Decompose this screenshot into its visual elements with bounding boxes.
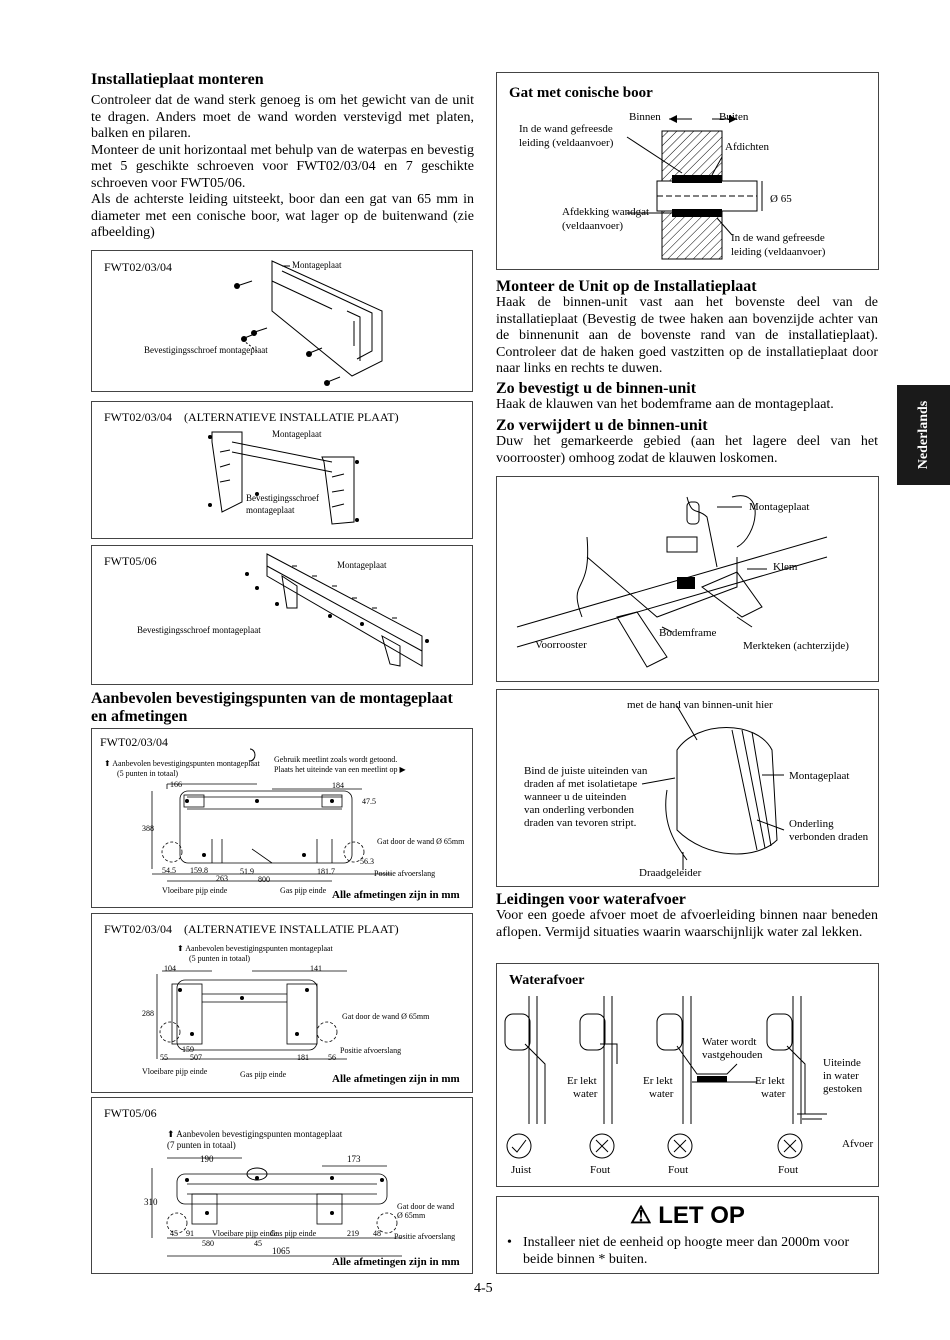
caution-box (496, 1196, 879, 1274)
diameter-label: Ø 65 (770, 193, 792, 205)
dimension-drawing-1 (92, 729, 472, 907)
install-paragraph-1: Controleer dat de wand sterk genoeg is om het gewicht van de unit te dragen. Anders moet de wand worden verstevigd met platen, balken en pilaren. (91, 93, 474, 141)
drain-label: Afvoer (842, 1138, 874, 1150)
fix-unit-text: Haak de klauwen van het bodemframe aan de montageplaat. (496, 397, 834, 412)
wall-pipe-label-3: In de wand gefreesde (731, 232, 825, 244)
pipe-end-label-2: in water (823, 1070, 859, 1082)
dim-value: 263 (216, 874, 228, 883)
drill-figure-title: Gat met conische boor (509, 85, 653, 101)
seal-label: Afdichten (725, 141, 769, 153)
dim-value: 159 (182, 1045, 194, 1054)
dim-value: 51.9 (240, 867, 254, 876)
caution-heading (497, 1201, 878, 1230)
dim-value: 288 (142, 1009, 154, 1018)
leak-label-2b: water (649, 1088, 674, 1100)
wall-hole-label: Gat door de wand (397, 1202, 455, 1211)
leak-label-1b: water (573, 1088, 598, 1100)
dim-value: 45 (170, 1229, 178, 1238)
plate-label: Montageplaat (272, 429, 322, 439)
wrong-label-3: Fout (778, 1164, 799, 1176)
screw-label: Bevestigingsschroef montageplaat (144, 345, 268, 355)
plate-label: Montageplaat (337, 560, 387, 570)
dim-value: 181 (297, 1053, 309, 1062)
screw-label: Bevestigingsschroef montageplaat (137, 625, 261, 635)
fixing-points-count: (7 punten in totaal) (167, 1140, 236, 1150)
bottom-frame-label: Bodemframe (659, 627, 717, 639)
caution-title: LET OP (658, 1202, 745, 1229)
page-number: 4-5 (474, 1281, 493, 1296)
fixing-points-note: ⬆ Aanbevolen bevestigingspunten montageplaat (167, 1129, 343, 1139)
screw-label-1: Bevestigingsschroef (246, 493, 319, 503)
plate-label: Montageplaat (292, 260, 342, 270)
liquid-pipe-label: Vloeibare pijp einde (212, 1229, 278, 1238)
dim-value: 800 (258, 875, 270, 884)
drain-position-label: Positie afvoerslang (394, 1232, 456, 1241)
drain-figure-title: Waterafvoer (509, 973, 585, 988)
remove-unit-text: Duw het gemarkeerde gebied (aan het lagere deel van het voorrooster) omhoog zodat de klauwen loskomen. (496, 434, 878, 466)
gas-pipe-label: Gas pijp einde (280, 886, 327, 895)
drain-cases-drawing (497, 964, 878, 1186)
leak-label-1: Er lekt (567, 1075, 597, 1087)
all-in-mm-note: Alle afmetingen zijn in mm (332, 1073, 460, 1085)
tape-note-2-text: Plaats het uiteinde van een meetlint op (274, 765, 398, 774)
figure-model-label: FWT02/03/04 (104, 260, 172, 274)
fixing-points-title-line1: Aanbevolen bevestigingspunten van de montageplaat (91, 690, 453, 707)
dim-value: 159.8 (190, 866, 208, 875)
wall-hole-label: Gat door de wand Ø 65mm (377, 837, 465, 846)
wire-note-2: draden af met isolatietape (524, 778, 638, 790)
hole-cover-label-1: Afdekking wandgat (562, 206, 650, 218)
fixing-points-count: (5 punten in totaal) (189, 954, 251, 963)
plate-label: Montageplaat (789, 770, 850, 782)
long-plate-drawing (92, 546, 472, 684)
front-grille-label: Voorrooster (535, 639, 587, 651)
dim-value: 56.3 (360, 857, 374, 866)
dim-value: 310 (144, 1197, 158, 1207)
dim-value: 181.7 (317, 867, 335, 876)
claw-figure (496, 476, 879, 682)
wiring-figure (496, 689, 879, 887)
wall-hole-label: Gat door de wand Ø 65mm (342, 1012, 430, 1021)
correct-label: Juist (511, 1164, 532, 1176)
wire-note-4: van onderling verbonden (524, 804, 634, 816)
plate-figure-fwt02 (91, 250, 473, 392)
fixing-points-title-line2: en afmetingen (91, 708, 188, 725)
dim-value: 1065 (272, 1246, 290, 1256)
alt-plate-label: (ALTERNATIEVE INSTALLATIE PLAAT) (184, 922, 399, 936)
wrong-label-1: Fout (590, 1164, 611, 1176)
liquid-pipe-label: Vloeibare pijp einde (162, 886, 228, 895)
alt-plate-label: (ALTERNATIEVE INSTALLATIE PLAAT) (184, 410, 399, 424)
mount-unit-title: Monteer de Unit op de Installatieplaat (496, 278, 757, 295)
dim-value: 166 (170, 780, 182, 789)
dim-value: 141 (310, 964, 322, 973)
language-tab-label: Nederlands (915, 400, 931, 470)
wire-note-1: Bind de juiste uiteinden van (524, 765, 648, 777)
dimensions-fwt05 (91, 1097, 473, 1274)
dim-value: 54.5 (162, 866, 176, 875)
leak-label-3: Er lekt (755, 1075, 785, 1087)
plate-label: Montageplaat (749, 501, 810, 513)
drain-text: Voor een goede afvoer moet de afvoerleiding binnen naar beneden aflopen. Vermijd situaties waarin waarschijnlijk water zal lekken. (496, 908, 878, 940)
dim-value: 388 (142, 824, 154, 833)
fixing-points-label: Aanbevolen bevestigingspunten montageplaat (185, 944, 333, 953)
dim-value: 184 (332, 781, 344, 790)
install-paragraph-2: Monteer de unit horizontaal met behulp van de waterpas en bevestig met 5 geschikte schroeven voor FWT02/03/04 en 7 geschikte schroeven voor FWT05/06. (91, 142, 474, 191)
figure-model-label: FWT02/03/04 (100, 735, 168, 749)
wire-note-3: wanneer u de uiteinden (524, 791, 627, 803)
hand-note: met de hand van binnen-unit hier (627, 699, 773, 711)
drain-position-label: Positie afvoerslang (374, 869, 436, 878)
inside-label: Binnen (629, 111, 661, 123)
wall-hole-size: Ø 65mm (397, 1211, 426, 1220)
figure-model-label: FWT05/06 (104, 1106, 157, 1120)
mounting-plate-drawing (92, 251, 472, 391)
dim-value: 104 (164, 964, 176, 973)
dimensions-fwt02 (91, 728, 473, 908)
fix-unit-title: Zo bevestigt u de binnen-unit (496, 380, 697, 397)
dimension-drawing-2 (92, 914, 472, 1092)
all-in-mm-note: Alle afmetingen zijn in mm (332, 889, 460, 901)
wrong-label-2: Fout (668, 1164, 689, 1176)
caution-bullet-marker: • (507, 1235, 512, 1250)
liquid-pipe-label: Vloeibare pijp einde (142, 1067, 208, 1076)
dim-value: 47.5 (362, 797, 376, 806)
install-plate-title: Installatieplaat monteren (91, 71, 264, 88)
alt-plate-drawing (92, 402, 472, 538)
dim-value: 173 (347, 1154, 361, 1164)
screw-label-2: montageplaat (246, 505, 295, 515)
clamp-label: Klem (773, 561, 798, 573)
dim-value: 507 (190, 1053, 202, 1062)
dim-value: 48 (373, 1229, 381, 1238)
remove-unit-title: Zo verwijdert u de binnen-unit (496, 417, 708, 434)
plate-figure-fwt02-alt (91, 401, 473, 539)
model-code: FWT02/03/04 (104, 922, 172, 936)
wall-pipe-label-2: leiding (veldaanvoer) (519, 137, 614, 149)
warning-icon: ⚠ (630, 1202, 652, 1229)
wire-note-5: draden van tevoren stript. (524, 817, 637, 829)
model-code: FWT02/03/04 (104, 410, 172, 424)
fixing-points-note: ⬆ Aanbevolen bevestigingspunten montageplaat (104, 759, 260, 768)
wall-pipe-label-1: In de wand gefreesde (519, 123, 613, 135)
fixing-points-label: Aanbevolen bevestigingspunten montageplaat (176, 1129, 343, 1139)
install-plate-text (91, 93, 474, 242)
leak-label-2: Er lekt (643, 1075, 673, 1087)
wires-label-1: Onderling (789, 818, 834, 830)
drain-title: Leidingen voor waterafvoer (496, 891, 686, 908)
dim-value: 190 (200, 1154, 214, 1164)
mount-unit-text: Haak de binnen-unit vast aan het bovenste deel van de installatieplaat (Bevestig de twee haken aan bovenzijde achter van de binnenunit aan de bovenste rand van de installatieplaat). Controleer dat de haken goed vastzitten op de installatieplaat door naar links en rechts te duwen. (496, 295, 878, 376)
caution-text: Installeer niet de eenheid op hoogte meer dan 2000m voor beide binnen * buiten. (523, 1235, 850, 1267)
mark-label: Merkteken (achterzijde) (743, 640, 849, 652)
pipe-end-label-1: Uiteinde (823, 1057, 861, 1069)
drain-figure (496, 963, 879, 1187)
dim-value: 219 (347, 1229, 359, 1238)
all-in-mm-note: Alle afmetingen zijn in mm (332, 1256, 460, 1268)
dim-value: 580 (202, 1239, 214, 1248)
wall-pipe-label-4: leiding (veldaanvoer) (731, 246, 826, 258)
outside-label: Buiten (719, 111, 749, 123)
conical-drill-figure (496, 72, 879, 270)
water-held-label-1: Water wordt (702, 1036, 757, 1048)
dim-value: 91 (186, 1229, 194, 1238)
tape-note-2: Plaats het uiteinde van een meetlint op ▶ (274, 765, 406, 774)
gas-pipe-label: Gas pijp einde (240, 1070, 287, 1079)
dim-value: 45 (254, 1239, 262, 1248)
wires-label-2: verbonden draden (789, 831, 869, 843)
gas-pipe-label: Gas pijp einde (270, 1229, 317, 1238)
fixing-points-label: Aanbevolen bevestigingspunten montageplaat (112, 759, 260, 768)
figure-model-label: FWT05/06 (104, 554, 157, 568)
wire-guide-label: Draadgeleider (639, 867, 702, 879)
pipe-end-label-3: gestoken (823, 1083, 863, 1095)
hole-cover-label-2: (veldaanvoer) (562, 220, 624, 232)
language-tab (897, 385, 950, 485)
drain-position-label: Positie afvoerslang (340, 1046, 402, 1055)
dim-value: 56 (328, 1053, 336, 1062)
dim-value: 55 (160, 1053, 168, 1062)
tape-note-1: Gebruik meetlint zoals wordt getoond. (274, 755, 398, 764)
fixing-points-count: (5 punten in totaal) (117, 769, 179, 778)
leak-label-3b: water (761, 1088, 786, 1100)
fixing-points-note: ⬆ Aanbevolen bevestigingspunten montageplaat (177, 944, 333, 953)
water-held-label-2: vastgehouden (702, 1049, 763, 1061)
plate-figure-fwt05 (91, 545, 473, 685)
fixing-points-title (91, 690, 474, 726)
dimensions-fwt02-alt (91, 913, 473, 1093)
install-paragraph-3: Als de achterste leiding uitsteekt, boor dan een gat van 65 mm in diameter met een conische boor, wat lager op de buitenwand (zie afbeelding) (91, 192, 474, 240)
